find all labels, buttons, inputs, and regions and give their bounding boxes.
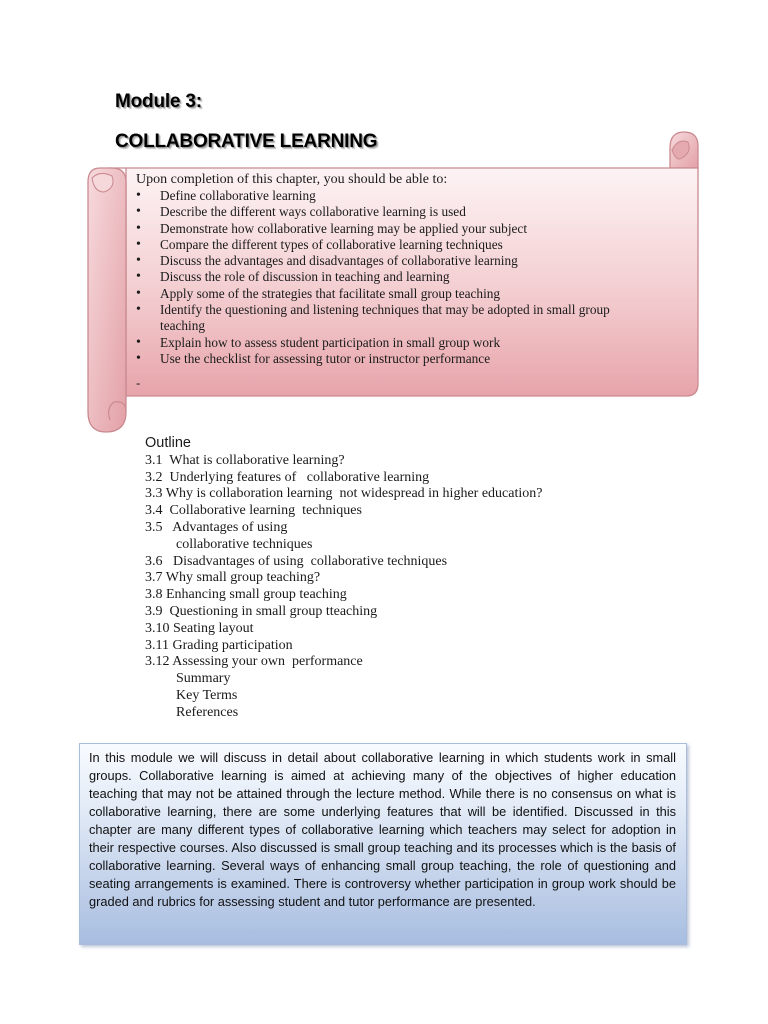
outline-item: 3.11 Grading participation xyxy=(145,637,293,653)
objective-item: • Define collaborative learning xyxy=(136,188,656,204)
outline-section xyxy=(145,435,542,722)
objectives-list xyxy=(136,188,656,367)
module-subtitle: COLLABORATIVE LEARNING xyxy=(115,131,378,152)
objective-item: • Discuss the role of discussion in teaching and learning xyxy=(136,269,656,285)
outline-item: 3.12 Assessing your own performance xyxy=(145,654,363,670)
objective-item: • Identify the questioning and listening techniques that may be adopted in small group teaching xyxy=(136,302,656,335)
outline-item: 3.4 Collaborative learning techniques xyxy=(145,503,362,519)
objectives-intro: Upon completion of this chapter, you should be able to: xyxy=(136,172,448,187)
outline-item: 3.5 Advantages of using xyxy=(145,519,288,535)
outline-item: collaborative techniques xyxy=(176,536,313,552)
trailing-mark: - xyxy=(136,375,141,391)
outline-item: References xyxy=(176,704,239,720)
outline-item: Key Terms xyxy=(176,687,238,703)
outline-title: Outline xyxy=(145,435,191,451)
outline-item: 3.1 What is collaborative learning? xyxy=(145,452,345,468)
outline-item: 3.8 Enhancing small group teaching xyxy=(145,587,347,603)
module-summary-text: In this module we will discuss in detail about collaborative learning in which students work in small groups. Collaborative learning is aimed at achieving many of the objectives of higher education teaching that may not be attained through the lecture method. While there is no consensus on what is collaborative learning, there are some underlying features that will be identified. Discussed in this chapter are many different types of collaborative learning which teachers may select for adoption in their respective courses. Also discussed is small group teaching and its processes which is the basis of collaborative learning. Several ways of enhancing small group teaching, the role of questioning and seating arrangements is examined. There is controversy whether participation in group work should be graded and rubrics for assessing student and tutor performance are presented. xyxy=(89,750,676,909)
learning-objectives xyxy=(136,171,656,392)
outline-item: 3.9 Questioning in small group tteaching xyxy=(145,603,378,619)
objective-item: • Demonstrate how collaborative learning may be applied your subject xyxy=(136,221,656,237)
objective-item: • Compare the different types of collaborative learning techniques xyxy=(136,237,656,253)
outline-item: 3.10 Seating layout xyxy=(145,620,254,636)
objective-item: • Apply some of the strategies that facilitate small group teaching xyxy=(136,286,656,302)
objective-item: • Explain how to assess student participation in small group work xyxy=(136,335,656,351)
outline-item: Summary xyxy=(176,671,231,687)
outline-item: 3.2 Underlying features of collaborative learning xyxy=(145,469,430,485)
outline-item: 3.6 Disadvantages of using collaborative techniques xyxy=(145,553,448,569)
objective-item: • Describe the different ways collaborative learning is used xyxy=(136,204,656,220)
objective-item: • Discuss the advantages and disadvantages of collaborative learning xyxy=(136,253,656,269)
outline-item: 3.3 Why is collaboration learning not widespread in higher education? xyxy=(145,486,543,502)
module-title: Module 3: xyxy=(115,91,202,112)
module-summary-box xyxy=(79,743,687,945)
outline-item: 3.7 Why small group teaching? xyxy=(145,570,321,586)
objective-item: • Use the checklist for assessing tutor or instructor performance xyxy=(136,351,656,367)
